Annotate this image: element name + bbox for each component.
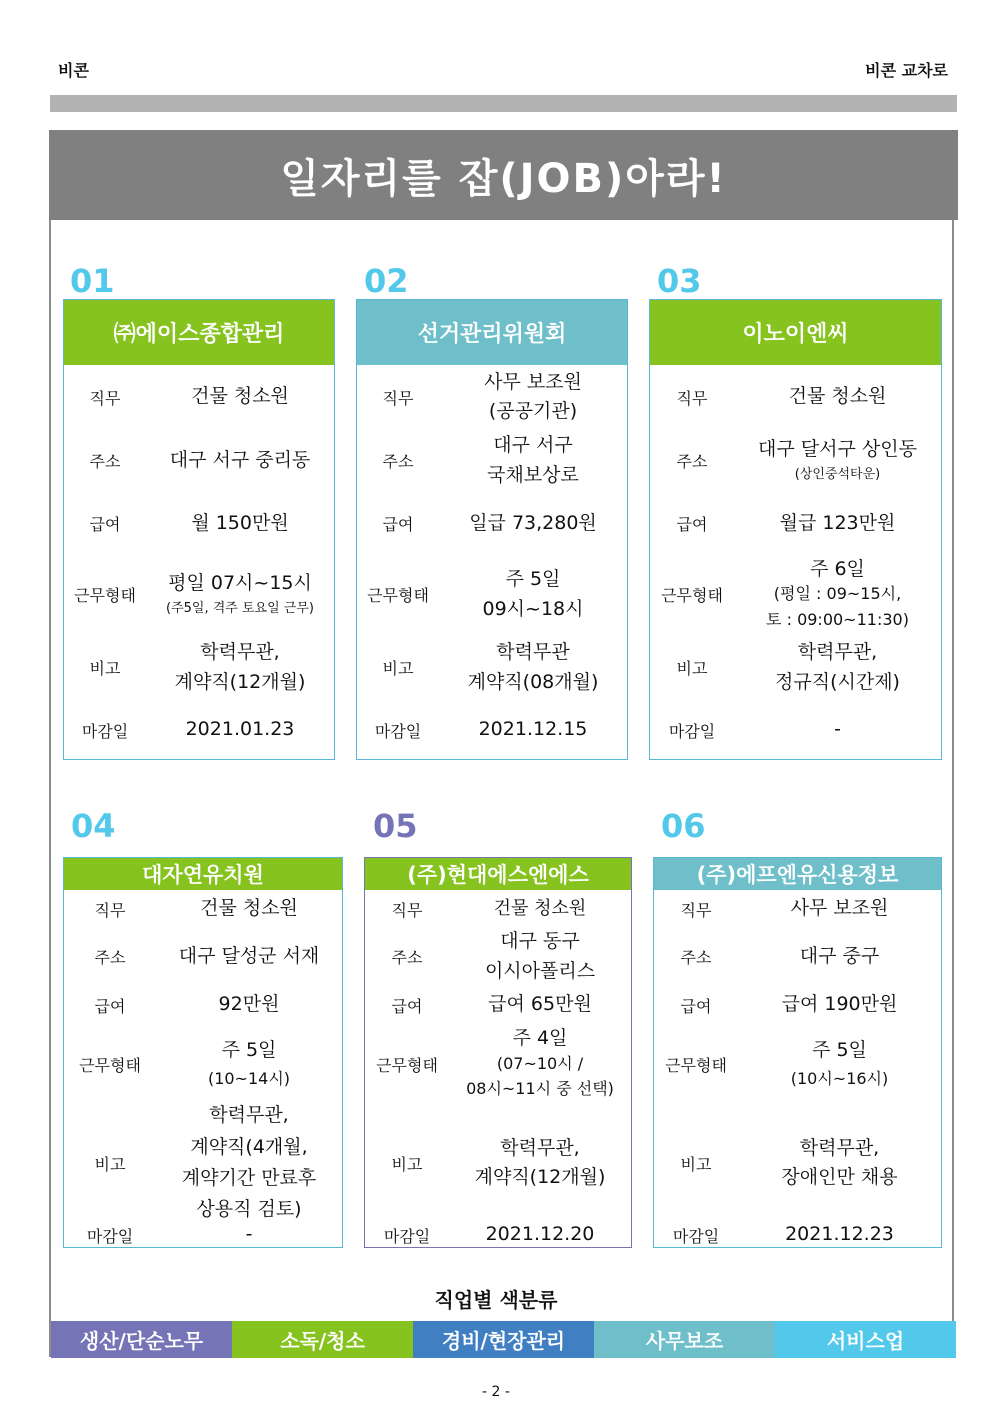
job-card-03: [649, 299, 942, 760]
label-note: 비고: [382, 659, 414, 678]
note-line-1: 학력무관,: [500, 1136, 580, 1159]
page-title: 일자리를 잡(JOB)아라!: [280, 155, 727, 202]
note-line-1: 학력무관,: [209, 1104, 289, 1127]
job-card-06: [653, 857, 942, 1248]
label-deadline: 마감일: [374, 721, 422, 741]
job-number-06: 06: [661, 807, 706, 845]
label-deadline: 마감일: [672, 1226, 720, 1246]
label-work: 근무형태: [74, 586, 136, 605]
label-work: 근무형태: [661, 586, 723, 605]
page-number: - 2 -: [482, 1384, 510, 1400]
label-work: 근무형태: [665, 1055, 727, 1075]
value-address: [439, 431, 627, 490]
value-duty: [439, 368, 627, 427]
label-note: 비고: [94, 1154, 126, 1174]
company-name: ㈜에이스종합관리: [64, 300, 334, 365]
value-address: [734, 435, 941, 485]
work-line-1: 주 5일: [221, 1039, 277, 1062]
work-line-2: 09시~18시: [482, 597, 584, 620]
value-note: [449, 1134, 631, 1193]
note-line-1: 학력무관: [496, 641, 570, 664]
address-line-2: 국채보상로: [487, 463, 579, 486]
value-duty: 건물 청소원: [788, 385, 887, 408]
work-line-2: (10시~16시): [790, 1068, 889, 1088]
job-number-05: 05: [373, 807, 418, 845]
value-deadline: 2021.01.23: [185, 718, 295, 741]
value-deadline: 2021.12.20: [485, 1223, 595, 1246]
note-line-2: 계약직(12개월): [474, 1166, 606, 1188]
color-legend: [51, 1321, 956, 1358]
value-pay: 급여 65만원: [488, 993, 592, 1016]
value-pay: 월 150만원: [191, 511, 289, 534]
label-address: 주소: [676, 452, 708, 471]
label-duty: 직무: [676, 388, 708, 408]
note-line-4: 상용직 검토): [196, 1198, 302, 1221]
work-line-2: (10~14시): [207, 1068, 291, 1088]
header-right: 비콘 교차로: [865, 61, 948, 80]
header-divider-bar: [50, 95, 957, 112]
legend-item-production: 생산/단순노무: [51, 1321, 232, 1358]
legend-item-security: 경비/현장관리: [413, 1321, 594, 1358]
label-duty: 직무: [94, 900, 126, 920]
value-duty: 사무 보조원: [790, 897, 889, 920]
value-note: [439, 638, 627, 697]
value-note: [734, 638, 941, 697]
label-note: 비고: [89, 659, 121, 678]
company-name: (주)에프엔유신용정보: [654, 858, 941, 890]
label-duty: 직무: [680, 900, 712, 920]
legend-title: 직업별 색분류: [434, 1288, 558, 1312]
note-line-1: 학력무관,: [797, 641, 878, 664]
work-line-1: 주 5일: [812, 1039, 867, 1062]
work-line-3: 토 : 09:00~11:30): [766, 609, 909, 629]
job-number-02: 02: [364, 262, 409, 300]
value-pay: 급여 190만원: [781, 993, 898, 1016]
label-note: 비고: [680, 1154, 712, 1174]
work-line-2: (주5일, 격주 토요일 근무): [166, 600, 314, 616]
value-pay: 월급 123만원: [779, 511, 896, 534]
label-work: 근무형태: [367, 586, 429, 605]
value-address: [449, 927, 631, 986]
value-work: [738, 1036, 941, 1091]
label-note: 비고: [391, 1154, 423, 1174]
value-deadline: -: [245, 1223, 253, 1246]
address-line-1: 대구 동구: [500, 930, 580, 953]
job-number-04: 04: [71, 807, 116, 845]
label-address: 주소: [94, 948, 126, 967]
value-address: 대구 서구 중리동: [169, 448, 311, 471]
work-line-1: 주 4일: [512, 1027, 568, 1050]
label-work: 근무형태: [376, 1055, 438, 1075]
label-duty: 직무: [391, 900, 423, 920]
title-banner: [49, 130, 958, 220]
value-note: [738, 1134, 941, 1193]
job-card-01: [63, 299, 335, 760]
value-work: [439, 565, 627, 624]
value-duty: 건물 청소원: [493, 898, 587, 920]
legend-item-service: 서비스업: [775, 1321, 956, 1358]
job-card-04: [63, 857, 343, 1248]
work-line-1: 평일 07시~15시: [168, 572, 312, 595]
address-line-2: (상인중석타운): [794, 466, 881, 482]
label-pay: 급여: [680, 996, 712, 1016]
company-name: 선거관리위원회: [357, 300, 627, 365]
label-deadline: 마감일: [81, 721, 129, 741]
company-name: (주)현대에스엔에스: [365, 858, 631, 890]
label-duty: 직무: [382, 388, 414, 408]
value-deadline: 2021.12.23: [785, 1223, 894, 1246]
label-pay: 급여: [382, 515, 414, 534]
label-deadline: 마감일: [668, 721, 716, 741]
job-number-01: 01: [70, 262, 115, 300]
value-address: 대구 달성군 서재: [178, 944, 320, 967]
label-note: 비고: [676, 659, 708, 678]
note-line-1: 학력무관,: [799, 1136, 880, 1159]
value-pay: 92만원: [218, 993, 280, 1016]
work-line-2: (평일 : 09~15시,: [773, 584, 902, 604]
label-address: 주소: [89, 452, 121, 471]
legend-item-office-assist: 사무보조: [594, 1321, 775, 1358]
note-line-2: 장애인만 채용: [781, 1166, 898, 1188]
address-line-1: 대구 달서구 상인동: [758, 438, 917, 461]
label-deadline: 마감일: [383, 1226, 431, 1246]
value-duty: 건물 청소원: [200, 897, 298, 920]
note-line-2: 계약직(08개월): [467, 670, 599, 693]
value-work: [734, 557, 941, 633]
job-number-03: 03: [657, 262, 702, 300]
value-deadline: -: [834, 718, 841, 741]
legend-item-cleaning: 소독/청소: [232, 1321, 413, 1358]
note-line-1: 학력무관,: [200, 641, 280, 664]
label-pay: 급여: [94, 996, 126, 1016]
label-pay: 급여: [391, 996, 423, 1016]
work-line-1: 주 5일: [505, 568, 561, 591]
address-line-1: 대구 서구: [493, 434, 573, 457]
label-work: 근무형태: [79, 1055, 141, 1075]
note-line-2: 계약직(12개월): [174, 670, 306, 693]
label-address: 주소: [391, 948, 423, 967]
label-address: 주소: [382, 452, 414, 471]
label-address: 주소: [680, 948, 712, 967]
value-note: [146, 638, 334, 697]
value-address: 대구 중구: [799, 944, 880, 967]
company-name: 이노이엔씨: [650, 300, 941, 365]
note-line-2: 계약직(4개월,: [190, 1135, 308, 1158]
work-line-1: 주 6일: [810, 557, 865, 580]
value-work: [449, 1026, 631, 1102]
value-duty: 건물 청소원: [191, 385, 289, 408]
label-pay: 급여: [676, 515, 708, 534]
job-card-02: [356, 299, 628, 760]
value-deadline: 2021.12.15: [478, 718, 588, 741]
label-pay: 급여: [89, 515, 121, 534]
note-line-3: 계약기간 만료후: [181, 1167, 317, 1189]
label-duty: 직무: [89, 388, 121, 408]
work-line-3: 08시~11시 중 선택): [466, 1079, 614, 1099]
value-pay: 일급 73,280원: [469, 511, 597, 534]
job-card-05: [364, 857, 632, 1248]
company-name: 대자연유치원: [64, 858, 342, 890]
header-left: 비콘: [58, 61, 89, 80]
note-line-2: 정규직(시간제): [775, 670, 900, 693]
label-deadline: 마감일: [86, 1226, 134, 1246]
duty-line-1: 사무 보조원: [484, 370, 582, 393]
work-line-2: (07~10시 /: [496, 1053, 584, 1073]
address-line-2: 이시아폴리스: [484, 959, 596, 982]
value-note: [156, 1100, 342, 1225]
value-work: [146, 569, 334, 619]
duty-line-2: (공공기관): [488, 400, 578, 422]
value-work: [156, 1036, 342, 1091]
